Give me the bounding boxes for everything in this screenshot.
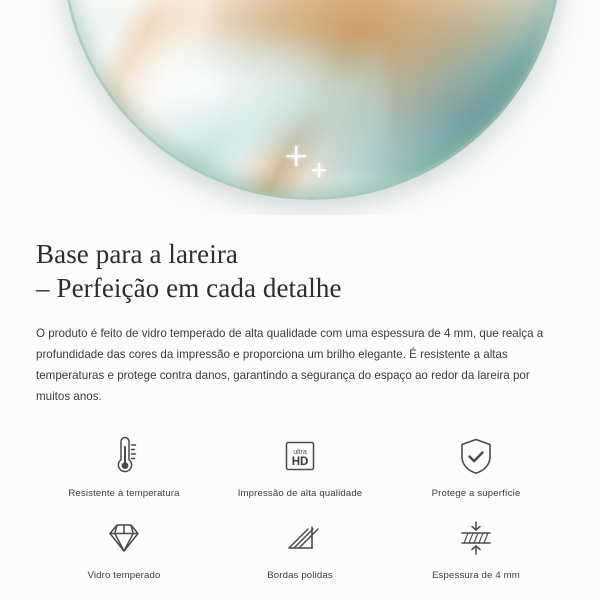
feature-label: Vidro temperado (87, 570, 161, 581)
round-glass-product-image (62, 0, 562, 200)
feature-item-tempered-glass (36, 515, 212, 581)
feature-label: Espessura de 4 mm (432, 570, 520, 581)
thickness-icon (453, 515, 499, 561)
diamond-icon (102, 515, 146, 561)
description-paragraph: O produto é feito de vidro temperado de alta qualidade com uma espessura de 4 mm, que realça a profundidade das cores da impressão e proporciona um brilho elegante. É resistente a altas temperaturas e protege contra danos, garantindo a segurança do espaço ao redor da lareira por muitos anos. (36, 327, 544, 403)
page-title (36, 237, 564, 305)
thermometer-icon (104, 433, 144, 479)
headline-line-1: Base para a lareira (36, 239, 239, 269)
content-area (0, 237, 600, 581)
feature-item-high-quality-print (212, 433, 388, 499)
ultra-hd-icon (279, 433, 321, 479)
feature-label: Resistente à temperatura (68, 488, 180, 499)
feature-label: Impressão de alta qualidade (237, 488, 363, 499)
svg-text:HD: HD (291, 456, 309, 468)
feature-item-thickness (388, 515, 564, 581)
feature-item-protects-surface (388, 433, 564, 499)
svg-text:ultra: ultra (293, 449, 307, 456)
feature-grid (36, 433, 564, 581)
polished-edges-icon (278, 515, 322, 561)
feature-item-polished-edges (212, 515, 388, 581)
feature-label: Protege a superfície (431, 488, 521, 499)
shield-check-icon (456, 433, 496, 479)
hero-image (0, 0, 600, 215)
headline-line-2: – Perfeição em cada detalhe (36, 273, 342, 303)
feature-label: Bordas polidas (267, 570, 333, 581)
feature-item-temperature-resistant (36, 433, 212, 499)
